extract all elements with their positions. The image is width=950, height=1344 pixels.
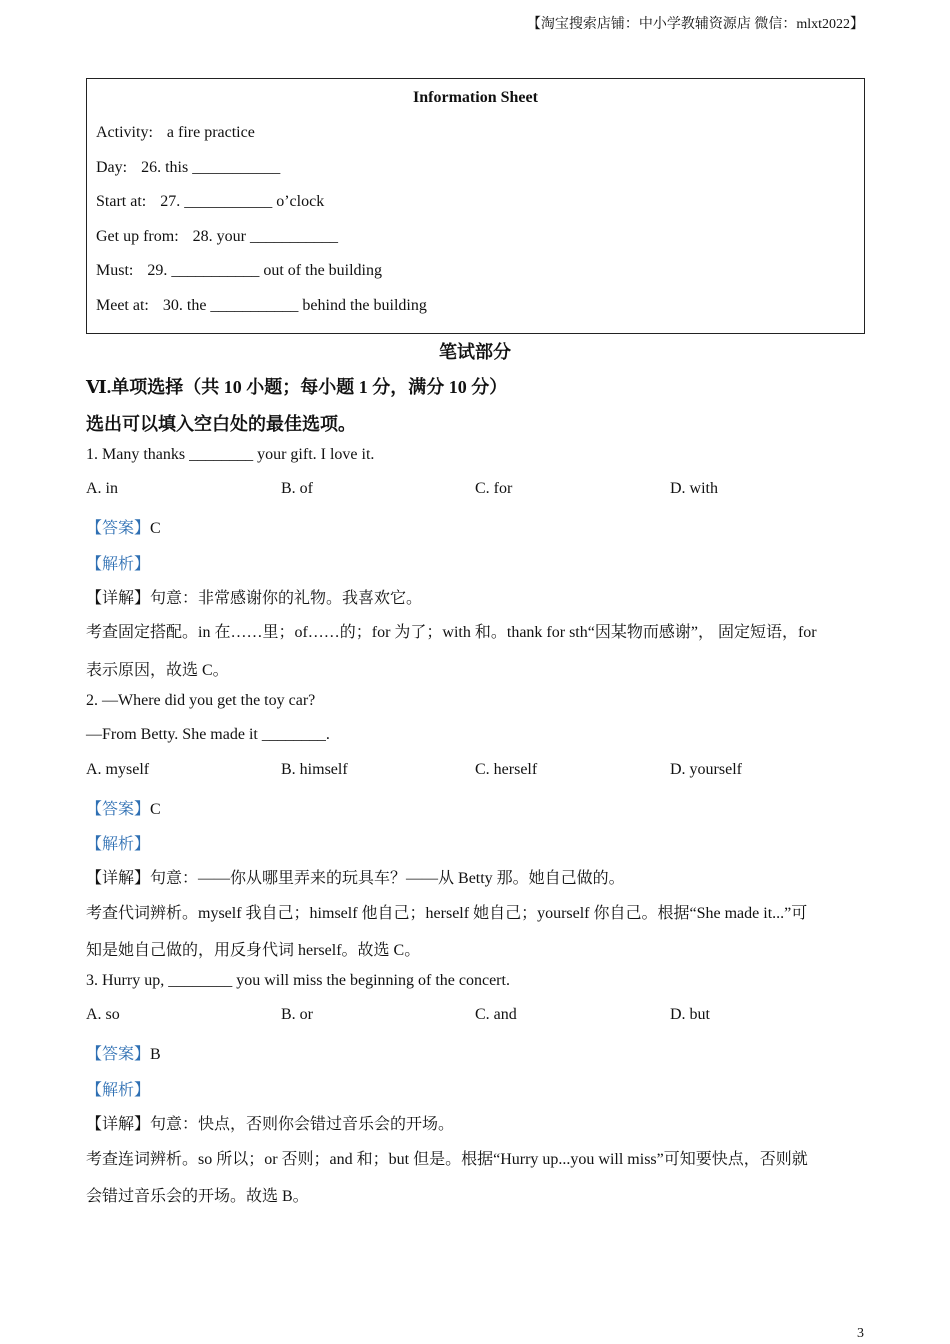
detail-line	[86, 585, 422, 608]
option-d: D. with	[670, 480, 718, 497]
page-header: 【淘宝搜索店铺：中小学教辅资源店 微信：mlxt2022】	[526, 17, 864, 32]
sheet-row-label: Meet at:	[96, 297, 149, 314]
option-c: C. and	[475, 1006, 517, 1023]
sheet-row-label: Start at:	[96, 193, 147, 210]
detail-label: 【详解】	[86, 590, 151, 607]
option-b: B. or	[281, 1006, 313, 1023]
answer-value: C	[150, 520, 161, 537]
sheet-row-value: 30. the ___________ behind the building	[162, 297, 427, 314]
sheet-row-label: Must:	[96, 262, 134, 279]
sheet-row	[96, 159, 280, 177]
answer-line	[86, 796, 161, 819]
detail-line	[86, 865, 625, 888]
answer-line	[86, 1041, 161, 1064]
option-row	[86, 1006, 863, 1026]
explanation-line: 考查代词辨析。myself 我自己；himself 他自己；herself 她自己；yourself 你自己。根据“She made it...”可	[86, 905, 808, 922]
part-instruction: 选出可以填入空白处的最佳选项。	[86, 414, 356, 434]
sheet-row-value: 27. ___________ o’clock	[160, 193, 325, 210]
option-a: A. so	[86, 1006, 120, 1023]
option-a: A. myself	[86, 761, 150, 778]
option-c: C. for	[475, 480, 513, 497]
sheet-row	[96, 228, 338, 246]
option-b: B. of	[281, 480, 313, 497]
sheet-row-value: a fire practice	[166, 124, 255, 141]
sheet-row-label: Day:	[96, 159, 128, 176]
answer-label: 【答案】	[86, 801, 151, 818]
detail-line	[86, 1111, 454, 1134]
explanation-line: 表示原因，故选 C。	[86, 662, 229, 679]
option-row	[86, 480, 863, 500]
sheet-title: Information Sheet	[413, 89, 538, 106]
question-stem: 1. Many thanks ________ your gift. I love it.	[86, 446, 375, 463]
part-heading: Ⅵ.单项选择（共 10 小题；每小题 1 分，满分 10 分）	[86, 377, 508, 397]
explanation-line: 考查固定搭配。in 在……里；of……的；for 为了；with 和。thank for sth“因某物而感谢”， 固定短语，for	[86, 624, 817, 641]
option-c: C. herself	[475, 761, 538, 778]
sheet-row-label: Get up from:	[96, 228, 179, 245]
section-title: 笔试部分	[439, 342, 511, 362]
sheet-row	[96, 297, 427, 315]
option-b: B. himself	[281, 761, 348, 778]
analysis-label: 【解析】	[86, 556, 151, 573]
question-stem: —From Betty. She made it ________.	[86, 726, 330, 743]
explanation-line: 知是她自己做的，用反身代词 herself。故选 C。	[86, 942, 421, 959]
option-d: D. but	[670, 1006, 710, 1023]
sheet-row	[96, 124, 255, 142]
information-sheet	[86, 78, 865, 334]
sheet-row	[96, 262, 382, 280]
sheet-row	[96, 193, 324, 211]
analysis-label: 【解析】	[86, 1082, 151, 1099]
detail-text: 句意：快点，否则你会错过音乐会的开场。	[150, 1116, 455, 1133]
answer-value: B	[150, 1046, 161, 1063]
explanation-line: 会错过音乐会的开场。故选 B。	[86, 1188, 309, 1205]
option-row	[86, 761, 863, 781]
detail-text: 句意：——你从哪里弄来的玩具车？——从 Betty 那。她自己做的。	[150, 870, 625, 887]
answer-label: 【答案】	[86, 1046, 151, 1063]
option-d: D. yourself	[670, 761, 742, 778]
analysis-label: 【解析】	[86, 836, 151, 853]
detail-text: 句意：非常感谢你的礼物。我喜欢它。	[150, 590, 423, 607]
sheet-row-label: Activity:	[96, 124, 153, 141]
answer-line	[86, 515, 161, 538]
question-stem: 2. —Where did you get the toy car?	[86, 692, 316, 709]
explanation-line: 考查连词辨析。so 所以；or 否则；and 和；but 但是。根据“Hurry up...you will miss”可知要快点，否则就	[86, 1151, 808, 1168]
sheet-row-value: 28. your ___________	[192, 228, 338, 245]
question-stem: 3. Hurry up, ________ you will miss the beginning of the concert.	[86, 972, 510, 989]
sheet-row-value: 26. this ___________	[141, 159, 281, 176]
sheet-row-value: 29. ___________ out of the building	[147, 262, 382, 279]
answer-label: 【答案】	[86, 520, 151, 537]
answer-value: C	[150, 801, 161, 818]
detail-label: 【详解】	[86, 870, 151, 887]
page-number: 3	[857, 1326, 864, 1341]
detail-label: 【详解】	[86, 1116, 151, 1133]
option-a: A. in	[86, 480, 118, 497]
